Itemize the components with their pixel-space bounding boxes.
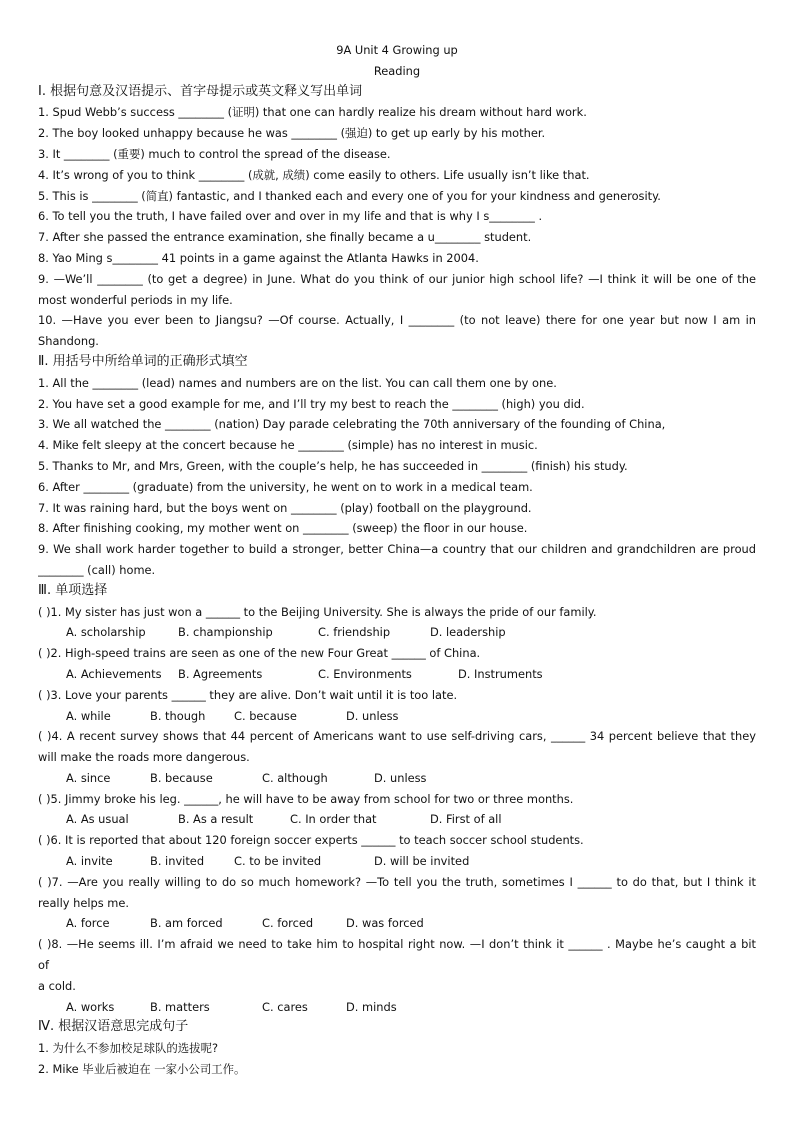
- question-line: 2. The boy looked unhappy because he was ________ (强迫) to get up early by his mother.: [38, 126, 546, 141]
- option-b: B. invited: [150, 854, 205, 869]
- mc-question-stem: ( )4. A recent survey shows that 44 percent of Americans want to use self-driving cars, ______ 34 percent believe that they: [38, 729, 756, 744]
- option-b: B. As a result: [178, 812, 254, 827]
- mc-question-stem: ( )3. Love your parents ______ they are alive. Don’t wait until it is too late.: [38, 687, 458, 702]
- question-line: 1. All the ________ (lead) names and numbers are on the list. You can call them one by one.: [38, 375, 557, 390]
- option-d: D. will be invited: [374, 854, 470, 869]
- mc-options: [38, 664, 756, 685]
- question-line: 9. We shall work harder together to build a stronger, better China—a country that our children and grandchildren are proud: [38, 542, 756, 557]
- mc-options: [38, 851, 756, 872]
- option-b: B. am forced: [150, 916, 223, 931]
- mc-question-stem: ( )2. High-speed trains are seen as one of the new Four Great ______ of China.: [38, 646, 481, 661]
- option-d: D. minds: [346, 999, 397, 1014]
- section-4-heading: Ⅳ. 根据汉语意思完成句子: [38, 1019, 189, 1035]
- option-a: A. force: [66, 916, 110, 931]
- section-2-heading: Ⅱ. 用括号中所给单词的正确形式填空: [38, 353, 248, 369]
- question-line: 1. 为什么不参加校足球队的选拔呢?: [38, 1041, 219, 1056]
- question-line: 10. —Have you ever been to Jiangsu? —Of course. Actually, I ________ (to not leave) there for one year but now I am in: [38, 313, 756, 328]
- mc-question-stem: ( )1. My sister has just won a ______ to the Beijing University. She is always the pride of our family.: [38, 604, 597, 619]
- worksheet: [38, 40, 756, 1080]
- option-c: C. forced: [262, 916, 314, 931]
- option-d: D. First of all: [430, 812, 502, 827]
- option-c: C. to be invited: [234, 854, 322, 869]
- mc-options: [38, 622, 756, 643]
- mc-options: [38, 706, 756, 727]
- option-d: D. was forced: [346, 916, 424, 931]
- question-line: 4. Mike felt sleepy at the concert because he ________ (simple) has no interest in music.: [38, 438, 538, 453]
- option-c: C. although: [262, 770, 328, 785]
- option-b: B. because: [150, 770, 213, 785]
- option-b: B. though: [150, 708, 206, 723]
- section-1-heading: Ⅰ. 根据句意及汉语提示、首字母提示或英文释义写出单词: [38, 83, 363, 99]
- option-a: A. invite: [66, 854, 113, 869]
- question-line: 7. It was raining hard, but the boys went on ________ (play) football on the playground.: [38, 500, 532, 515]
- option-b: B. Agreements: [178, 666, 263, 681]
- option-d: D. Instruments: [458, 666, 543, 681]
- mc-options: [38, 809, 756, 830]
- question-line: 3. It ________ (重要) much to control the spread of the disease.: [38, 146, 391, 161]
- question-line: 6. After ________ (graduate) from the university, he went on to work in a medical team.: [38, 479, 533, 494]
- question-line: Shandong.: [38, 334, 99, 349]
- option-d: D. leadership: [430, 625, 506, 640]
- mc-question-stem-continued: really helps me.: [38, 895, 130, 910]
- mc-question-stem: ( )7. —Are you really willing to do so much homework? —To tell you the truth, sometimes I ______ to do that, but I think it: [38, 874, 756, 889]
- question-line: 2. Mike 毕业后被迫在 一家小公司工作。: [38, 1062, 246, 1077]
- option-c: C. In order that: [290, 812, 377, 827]
- mc-options: [38, 913, 756, 934]
- mc-question-stem: ( )6. It is reported that about 120 foreign soccer experts ______ to teach soccer school students.: [38, 833, 584, 848]
- option-a: A. since: [66, 770, 111, 785]
- question-line: most wonderful periods in my life.: [38, 292, 233, 307]
- mc-question-stem-continued: will make the roads more dangerous.: [38, 750, 250, 765]
- option-c: C. because: [234, 708, 297, 723]
- question-line: 4. It’s wrong of you to think ________ (成就, 成绩) come easily to others. Life usually isn’t like that.: [38, 167, 590, 182]
- question-line: 6. To tell you the truth, I have failed over and over in my life and that is why I s________ .: [38, 209, 543, 224]
- option-a: A. works: [66, 999, 115, 1014]
- option-b: B. matters: [150, 999, 210, 1014]
- question-line: 5. Thanks to Mr, and Mrs, Green, with the couple’s help, he has succeeded in ________ (finish) his study.: [38, 458, 628, 473]
- option-a: A. As usual: [66, 812, 129, 827]
- mc-question-stem: ( )8. —He seems ill. I’m afraid we need to take him to hospital right now. —I don’t think it ______ . Maybe he’s caught a bit: [38, 937, 756, 952]
- question-line: 7. After she passed the entrance examination, she finally became a u________ student.: [38, 230, 532, 245]
- mc-options: [38, 997, 756, 1018]
- question-line: 8. After finishing cooking, my mother went on ________ (sweep) the floor in our house.: [38, 521, 528, 536]
- worksheet-subtitle: Reading: [373, 63, 421, 78]
- option-d: D. unless: [374, 770, 427, 785]
- mc-question-stem-continued: a cold.: [38, 978, 76, 993]
- option-a: A. while: [66, 708, 111, 723]
- question-line: 2. You have set a good example for me, and I’ll try my best to reach the ________ (high) you did.: [38, 396, 585, 411]
- mc-question-stem: ( )5. Jimmy broke his leg. ______, he will have to be away from school for two or three months.: [38, 791, 574, 806]
- option-b: B. championship: [178, 625, 273, 640]
- question-line: 8. Yao Ming s________ 41 points in a game against the Atlanta Hawks in 2004.: [38, 250, 479, 265]
- question-line: ________ (call) home.: [38, 562, 156, 577]
- question-line: 1. Spud Webb’s success ________ (证明) that one can hardly realize his dream without hard work.: [38, 105, 587, 120]
- mc-question-stem-continued: of: [38, 958, 49, 973]
- question-line: 9. —We’ll ________ (to get a degree) in June. What do you think of our junior high school life? —I think it will be one of the: [38, 271, 756, 286]
- option-d: D. unless: [346, 708, 399, 723]
- option-a: A. Achievements: [66, 666, 162, 681]
- mc-options: [38, 768, 756, 789]
- option-a: A. scholarship: [66, 625, 146, 640]
- option-c: C. friendship: [318, 625, 391, 640]
- option-c: C. Environments: [318, 666, 412, 681]
- section-3-heading: Ⅲ. 单项选择: [38, 582, 108, 598]
- question-line: 5. This is ________ (简直) fantastic, and I thanked each and every one of you for your kindness and generosity.: [38, 188, 661, 203]
- question-line: 3. We all watched the ________ (nation) Day parade celebrating the 70th anniversary of the founding of China,: [38, 417, 666, 432]
- worksheet-title: 9A Unit 4 Growing up: [336, 43, 458, 57]
- option-c: C. cares: [262, 999, 308, 1014]
